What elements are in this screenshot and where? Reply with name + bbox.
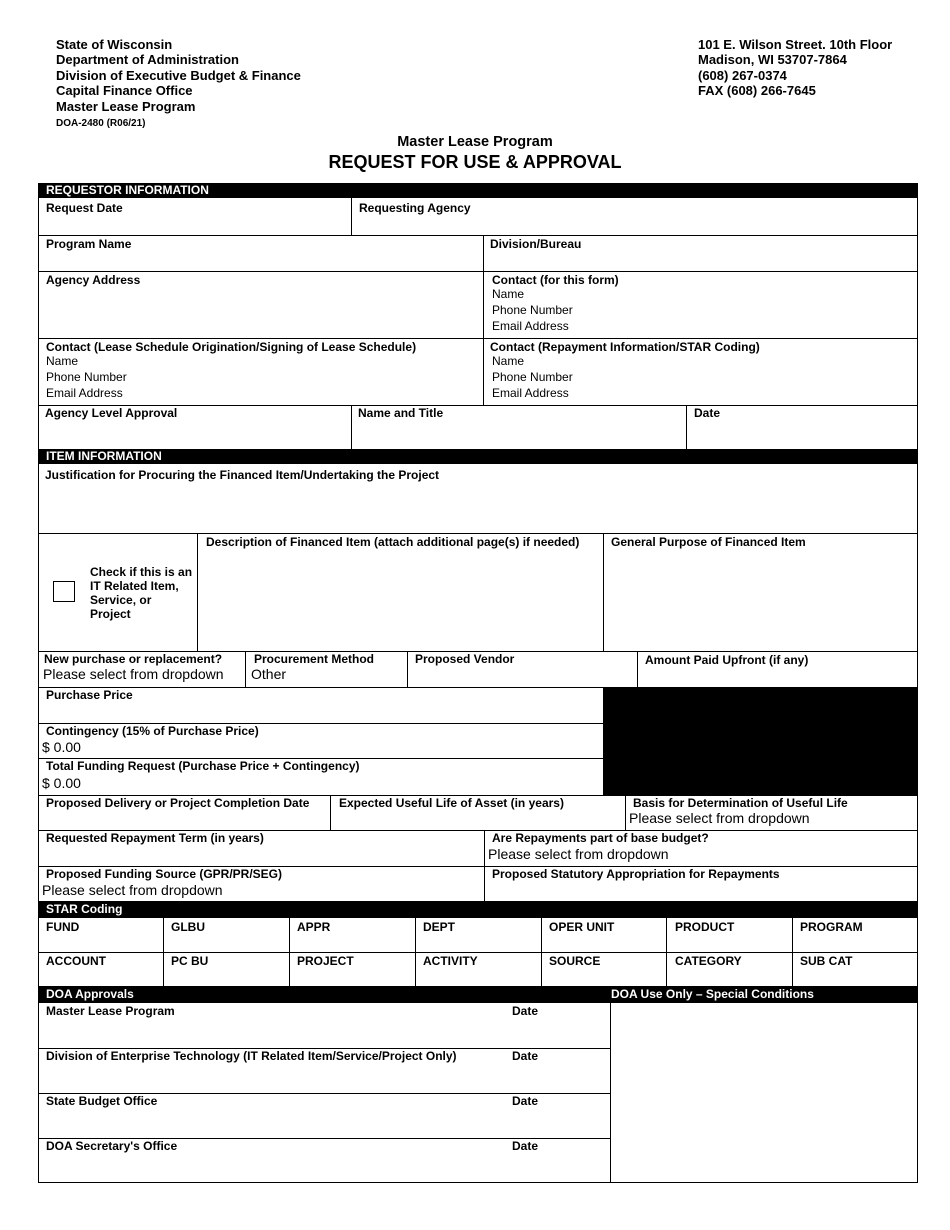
star-dept-label: DEPT [423, 920, 456, 934]
divider [407, 651, 408, 687]
email-label: Email Address [492, 386, 569, 400]
star-glbu-label: GLBU [171, 920, 205, 934]
agency-address-label: Agency Address [46, 273, 141, 287]
total-funding-label: Total Funding Request (Purchase Price + Contingency) [46, 759, 360, 773]
contact-lease-label: Contact (Lease Schedule Origination/Signing of Lease Schedule) [46, 340, 417, 354]
amount-upfront-label: Amount Paid Upfront (if any) [645, 653, 809, 667]
divider [483, 235, 484, 405]
agency-approval-label: Agency Level Approval [45, 406, 178, 420]
it-related-checkbox[interactable] [53, 581, 75, 602]
header-line: Division of Executive Budget & Finance [56, 67, 301, 83]
address-line: FAX (608) 266-7645 [698, 83, 816, 99]
star-product-label: PRODUCT [675, 920, 735, 934]
star-source-label: SOURCE [549, 954, 601, 968]
agency-address [698, 37, 892, 99]
justification-label: Justification for Procuring the Financed Item/Undertaking the Project [45, 468, 440, 482]
program-name-label: Program Name [46, 237, 132, 251]
doa-budget-office-label: State Budget Office [46, 1094, 158, 1108]
name-title-label: Name and Title [358, 406, 444, 420]
new-or-replacement-dropdown[interactable]: Please select from dropdown [43, 666, 224, 682]
doa-date-label: Date [512, 1049, 539, 1063]
section-doa-heading: DOA Approvals [38, 986, 918, 1003]
divider [245, 651, 246, 687]
phone-label: Phone Number [492, 303, 573, 317]
doa-master-lease-label: Master Lease Program [46, 1004, 175, 1018]
approval-date-label: Date [694, 406, 721, 420]
form-code: DOA-2480 (R06/21) [56, 118, 146, 130]
header-line: Master Lease Program [56, 98, 196, 114]
form-title: REQUEST FOR USE & APPROVAL [328, 152, 622, 172]
divider [351, 198, 352, 235]
name-label: Name [46, 354, 79, 368]
header-line: Capital Finance Office [56, 83, 193, 99]
divider [610, 1003, 611, 1183]
divider [38, 235, 918, 236]
procurement-method-dropdown[interactable]: Other [251, 666, 287, 682]
star-project-label: PROJECT [297, 954, 354, 968]
useful-life-label: Expected Useful Life of Asset (in years) [339, 796, 564, 810]
divider [351, 405, 352, 449]
basis-useful-life-label: Basis for Determination of Useful Life [633, 796, 848, 810]
division-bureau-label: Division/Bureau [490, 237, 582, 251]
doa-enterprise-tech-label: Division of Enterprise Technology (IT Related Item/Service/Project Only) [46, 1049, 457, 1063]
header-line: State of Wisconsin [56, 37, 173, 52]
star-activity-label: ACTIVITY [423, 954, 478, 968]
divider [686, 405, 687, 449]
basis-useful-life-dropdown[interactable]: Please select from dropdown [629, 810, 810, 826]
divider [330, 795, 331, 830]
form-frame [38, 183, 918, 1183]
star-program-label: PROGRAM [800, 920, 863, 934]
funding-source-label: Proposed Funding Source (GPR/PR/SEG) [46, 867, 283, 881]
new-or-replacement-label: New purchase or replacement? [44, 652, 223, 666]
address-line: (608) 267-0374 [698, 67, 787, 83]
star-category-label: CATEGORY [675, 954, 742, 968]
divider [637, 651, 638, 687]
contact-form-label: Contact (for this form) [492, 273, 619, 287]
doa-secretary-label: DOA Secretary's Office [46, 1139, 178, 1153]
email-label: Email Address [492, 319, 569, 333]
star-fund-label: FUND [46, 920, 80, 934]
divider [38, 338, 918, 339]
header-line: Department of Administration [56, 52, 239, 68]
star-pc-bu-label: PC BU [171, 954, 209, 968]
name-label: Name [492, 287, 525, 301]
doa-date-label: Date [512, 1094, 539, 1108]
star-oper-unit-label: OPER UNIT [549, 920, 615, 934]
base-budget-label: Are Repayments part of base budget? [492, 831, 709, 845]
name-label: Name [492, 354, 525, 368]
base-budget-dropdown[interactable]: Please select from dropdown [488, 846, 669, 862]
divider [38, 952, 918, 953]
form-subtitle: Master Lease Program [397, 134, 553, 150]
special-conditions-heading: DOA Use Only – Special Conditions [611, 987, 814, 1001]
description-label: Description of Financed Item (attach additional page(s) if needed) [206, 535, 580, 549]
repayment-term-label: Requested Repayment Term (in years) [46, 831, 264, 845]
section-item-heading: ITEM INFORMATION [38, 449, 918, 464]
email-label: Email Address [46, 386, 123, 400]
requesting-agency-label: Requesting Agency [359, 201, 471, 215]
contact-repay-label: Contact (Repayment Information/STAR Coding) [490, 340, 760, 354]
general-purpose-label: General Purpose of Financed Item [611, 535, 806, 549]
phone-label: Phone Number [46, 370, 127, 384]
divider [197, 533, 198, 651]
statutory-label: Proposed Statutory Appropriation for Repayments [492, 867, 780, 881]
section-requestor-heading: REQUESTOR INFORMATION [38, 183, 918, 198]
total-funding-value: $ 0.00 [42, 775, 81, 791]
address-line: 101 E. Wilson Street. 10th Floor [698, 37, 893, 52]
phone-label: Phone Number [492, 370, 573, 384]
request-date-label: Request Date [46, 201, 123, 215]
it-related-label: Check if this is an IT Related Item, Service, or Project [90, 565, 193, 621]
delivery-date-label: Proposed Delivery or Project Completion Date [46, 796, 310, 810]
procurement-method-label: Procurement Method [254, 652, 375, 666]
divider [38, 271, 918, 272]
doa-date-label: Date [512, 1004, 539, 1018]
star-appr-label: APPR [297, 920, 331, 934]
doa-date-label: Date [512, 1139, 539, 1153]
address-line: Madison, WI 53707-7864 [698, 52, 847, 68]
star-sub-cat-label: SUB CAT [800, 954, 853, 968]
divider [603, 533, 604, 651]
contingency-value: $ 0.00 [42, 739, 81, 755]
divider [625, 795, 626, 830]
shaded-area [603, 687, 918, 795]
agency-header [56, 37, 301, 131]
funding-source-dropdown[interactable]: Please select from dropdown [42, 882, 223, 898]
divider [38, 533, 918, 534]
contingency-label: Contingency (15% of Purchase Price) [46, 724, 259, 738]
purchase-price-label: Purchase Price [46, 688, 133, 702]
section-star-heading: STAR Coding [38, 901, 918, 918]
proposed-vendor-label: Proposed Vendor [415, 652, 515, 666]
star-account-label: ACCOUNT [46, 954, 106, 968]
